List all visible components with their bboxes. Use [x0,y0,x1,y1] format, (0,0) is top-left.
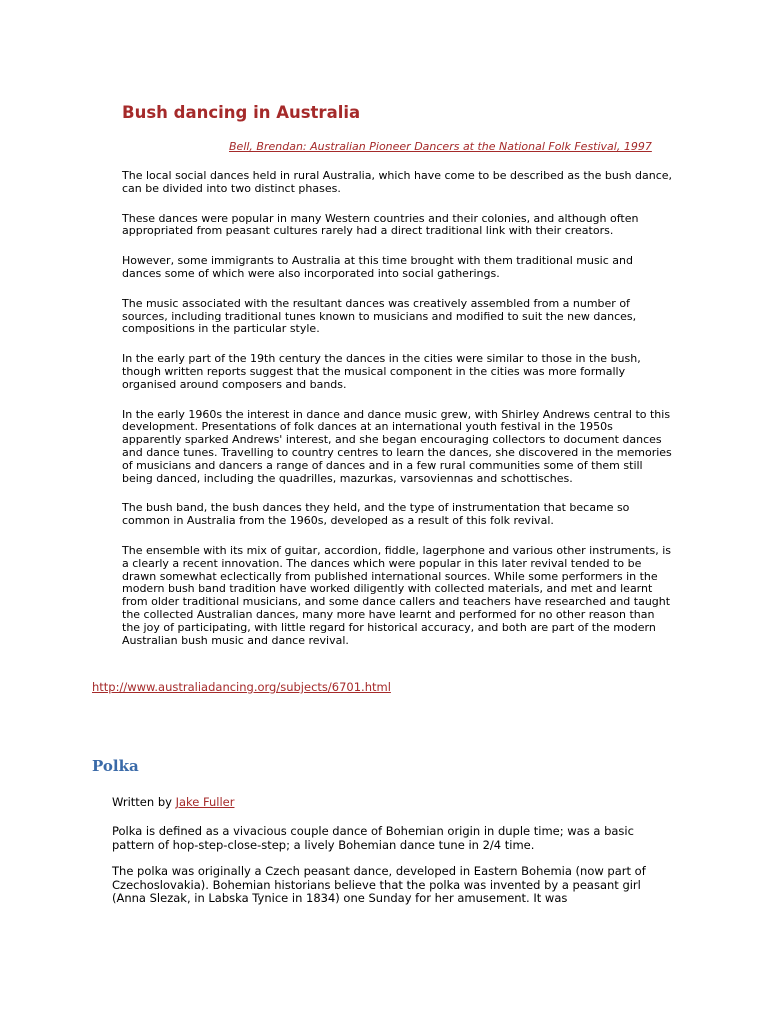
byline-prefix: Written by [112,795,176,809]
paragraph: The ensemble with its mix of guitar, accordion, fiddle, lagerphone and various other instruments, is a clearly a recent innovation. The dances which were popular in this later revival tended to be drawn somewhat eclectically from published international sources. While some performers in the modern bush band tradition have worked diligently with collected materials, and met and learnt from older traditional musicians, and some dance callers and teachers have researched and taught the collected Australian dances, many more have learnt and performed for no other reason than the joy of participating, with little regard for historical accuracy, and both are part of the modern Australian bush music and dance revival. [122,543,672,647]
paragraph: The music associated with the resultant dances was creatively assembled from a number of sources, including traditional tunes known to musicians and modified to suit the new dances, compositions in the particular style. [122,296,637,336]
paragraph: The polka was originally a Czech peasant dance, developed in Eastern Bohemia (now part of Czechoslovakia). Bohemian historians believe that the polka was invented by a peasant girl (Anna Slezak, in Labska Tynice in 1834) one Sunday for her amusement. It was [112,864,646,905]
section-title-polka: Polka [92,757,139,775]
source-url-link[interactable]: http://www.australiadancing.org/subjects/6701.html [92,680,391,694]
paragraph: Polka is defined as a vivacious couple dance of Bohemian origin in duple time; was a basic pattern of hop-step-close-step; a lively Bohemian dance tune in 2/4 time. [112,824,634,852]
citation-link[interactable]: Bell, Brendan: Australian Pioneer Dancers at the National Folk Festival, 1997 [229,140,652,153]
paragraph: The bush band, the bush dances they held, and the type of instrumentation that became so common in Australia from the 1960s, developed as a result of this folk revival. [122,501,630,528]
paragraph: In the early part of the 19th century the dances in the cities were similar to those in the bush, though written reports suggest that the musical component in the cities was more formally organised around composers and bands. [122,352,641,391]
section-title-bush-dancing: Bush dancing in Australia [122,103,361,122]
article-body-bush-dancing [122,170,674,664]
paragraph: The local social dances held in rural Australia, which have come to be described as the bush dance, can be divided into two distinct phases. [122,169,673,195]
author-link[interactable]: Jake Fuller [175,795,235,809]
byline [112,795,234,809]
paragraph: However, some immigrants to Australia at this time brought with them traditional music and dances some of which were also incorporated into social gatherings. [122,254,633,280]
paragraph: In the early 1960s the interest in dance and dance music grew, with Shirley Andrews central to this development. Presentations of folk dances at an international youth festival in the 1950s apparently sparked Andrews' interest, and she began encouraging collectors to document dances and dance tunes. Travelling to country centres to learn the dances, she discovered in the memories of musicians and dancers a range of dances and in a few rural communities some of them still being danced, including the quadrilles, mazurkas, varsoviennas and schottisches. [122,407,672,485]
paragraph: These dances were popular in many Western countries and their colonies, and although often appropriated from peasant cultures rarely had a direct traditional link with their creators. [122,211,639,238]
article-body-polka [112,825,672,919]
